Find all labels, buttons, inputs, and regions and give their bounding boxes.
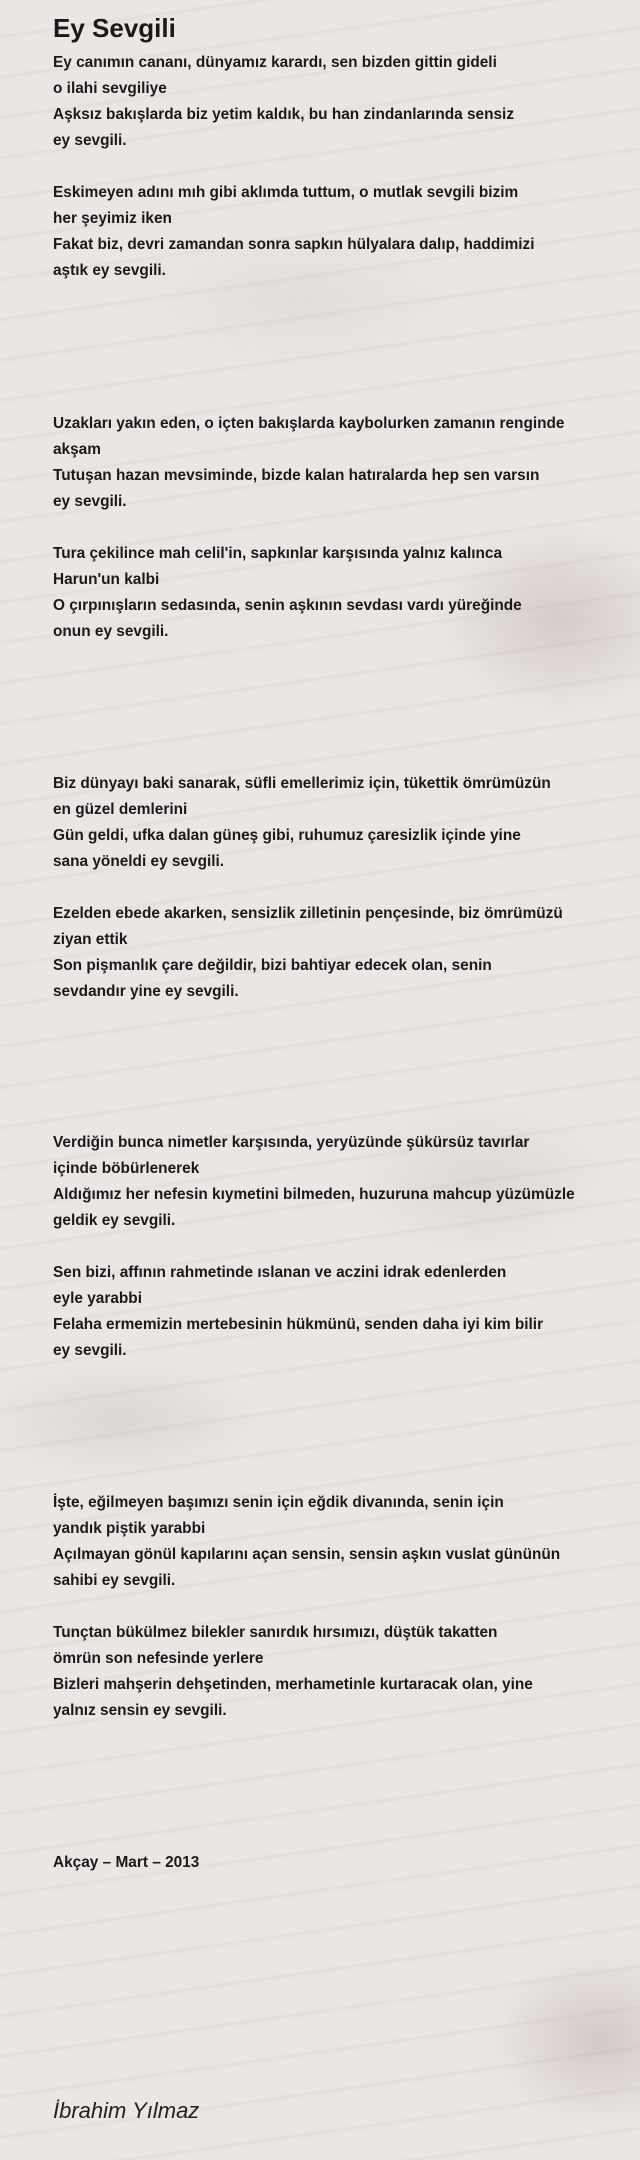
poem-line: akşam (53, 441, 101, 458)
poem-line: o ilahi sevgiliye (53, 80, 167, 97)
poem-line: Eskimeyen adını mıh gibi aklımda tuttum, o mutlak sevgili bizim (53, 184, 519, 201)
poem-title: Ey Sevgili (53, 13, 176, 43)
stanza-gap (53, 1234, 613, 1260)
poem-line: Son pişmanlık çare değildir, bizi bahtiyar edecek olan, senin (53, 957, 492, 974)
poem-line: sevdandır yine ey sevgili. (53, 983, 239, 1000)
poem-line: O çırpınışların sedasında, senin aşkının sevdası vardı yüreğinde (53, 597, 522, 614)
poem-line: ömrün son nefesinde yerlere (53, 1650, 264, 1667)
poem-line: İşte, eğilmeyen başımızı senin için eğdik divanında, senin için (53, 1494, 504, 1511)
stanza-1 (53, 50, 613, 284)
stanza-gap (53, 875, 613, 901)
poem-line: Bizleri mahşerin dehşetinden, merhametinle kurtaracak olan, yine (53, 1676, 533, 1693)
poem-line: Uzakları yakın eden, o içten bakışlarda kaybolurken zamanın renginde (53, 415, 565, 432)
poem-line: aştık ey sevgili. (53, 262, 166, 279)
poem-line: ey sevgili. (53, 1342, 127, 1359)
poem-line: Tura çekilince mah celil'in, sapkınlar karşısında yalnız kalınca (53, 545, 503, 562)
poem-line: her şeyimiz iken (53, 210, 172, 227)
poem-line: Felaha ermemizin mertebesinin hükmünü, senden daha iyi kim bilir (53, 1316, 544, 1333)
poem-line: Biz dünyayı baki sanarak, süfli emellerimiz için, tükettik ömrümüzün (53, 775, 551, 792)
poem-line: eyle yarabbi (53, 1290, 142, 1307)
poem-line: Aşksız bakışlarda biz yetim kaldık, bu han zindanlarında sensiz (53, 106, 515, 123)
poem-line: Sen bizi, affının rahmetinde ıslanan ve aczini idrak edenlerden (53, 1264, 507, 1281)
poem-line: Ey canımın cananı, dünyamız karardı, sen bizden gittin gideli (53, 54, 497, 71)
stanza-4 (53, 1130, 613, 1364)
poem-line: ziyan ettik (53, 931, 128, 948)
poem-line: Aldığımız her nefesin kıymetini bilmeden, huzuruna mahcup yüzümüzle (53, 1186, 575, 1203)
poem-line: yandık piştik yarabbi (53, 1520, 206, 1537)
stanza-5 (53, 1490, 613, 1724)
place-date: Akçay – Mart – 2013 (53, 1854, 200, 1871)
poem-line: ey sevgili. (53, 493, 127, 510)
poem-line: Tunçtan bükülmez bilekler sanırdık hırsımızı, düştük takatten (53, 1624, 498, 1641)
poem-line: Açılmayan gönül kapılarını açan sensin, sensin aşkın vuslat gününün (53, 1546, 561, 1563)
author-name: İbrahim Yılmaz (53, 2098, 200, 2123)
poem-line: Fakat biz, devri zamandan sonra sapkın hülyalara dalıp, haddimizi (53, 236, 535, 253)
poem-line: içinde böbürlenerek (53, 1160, 200, 1177)
poem-line: sahibi ey sevgili. (53, 1572, 176, 1589)
stanza-3 (53, 771, 613, 1005)
poem-line: yalnız sensin ey sevgili. (53, 1702, 227, 1719)
stanza-gap (53, 515, 613, 541)
poem-line: Harun'un kalbi (53, 571, 160, 588)
stanza-gap (53, 1594, 613, 1620)
poem-line: Gün geldi, ufka dalan güneş gibi, ruhumuz çaresizlik içinde yine (53, 827, 521, 844)
poem-line: ey sevgili. (53, 132, 127, 149)
stanza-2 (53, 411, 613, 645)
poem-line: Verdiğin bunca nimetler karşısında, yeryüzünde şükürsüz tavırlar (53, 1134, 530, 1151)
poem-line: sana yöneldi ey sevgili. (53, 853, 225, 870)
stanza-gap (53, 154, 613, 180)
poem-line: Tutuşan hazan mevsiminde, bizde kalan hatıralarda hep sen varsın (53, 467, 540, 484)
poem-line: onun ey sevgili. (53, 623, 169, 640)
poem-line: geldik ey sevgili. (53, 1212, 176, 1229)
poem-line: en güzel demlerini (53, 801, 188, 818)
poem-line: Ezelden ebede akarken, sensizlik zilletinin pençesinde, biz ömrümüzü (53, 905, 563, 922)
